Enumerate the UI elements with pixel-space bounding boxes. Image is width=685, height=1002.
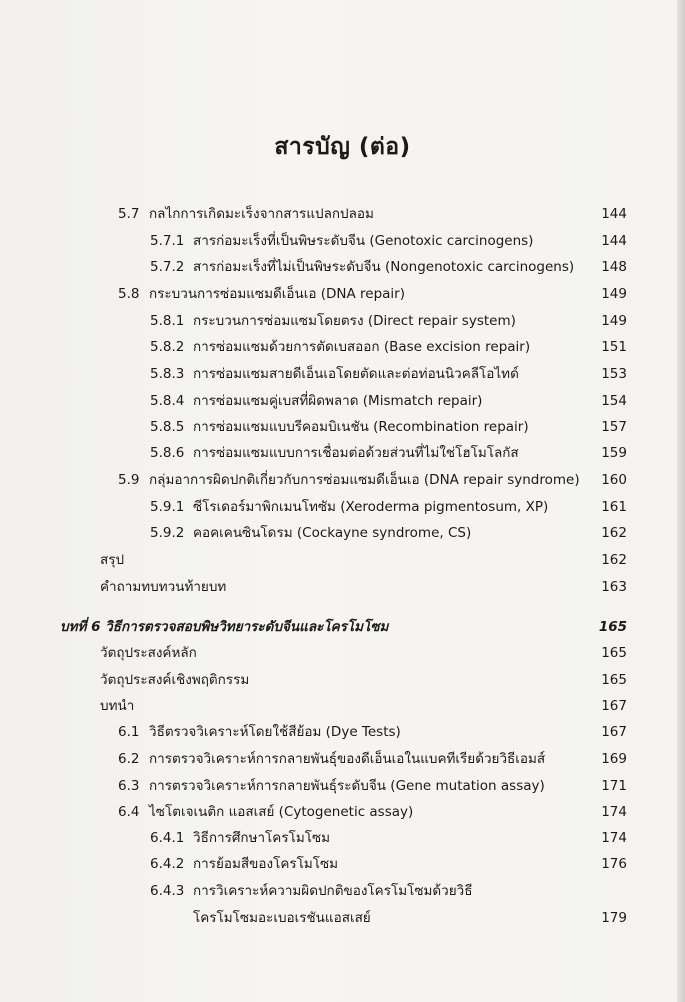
toc-entry-number: 5.9 xyxy=(118,472,140,488)
toc-entry-page: 148 xyxy=(601,259,627,275)
toc-entry-page: 174 xyxy=(601,830,627,846)
toc-entry-label: การย้อมสีของโครโมโซม xyxy=(193,856,339,872)
toc-entry-page: 174 xyxy=(601,804,627,820)
toc-entry-number: 6.2 xyxy=(118,751,140,767)
toc-entry xyxy=(0,720,685,744)
toc-entry-page: 167 xyxy=(601,698,627,714)
toc-entry-continuation xyxy=(0,906,685,930)
toc-entry-number: 6.4.3 xyxy=(150,883,185,899)
toc-entry-number: 6.1 xyxy=(118,724,140,740)
toc-entry-label: กระบวนการซ่อมแซมโดยตรง (Direct repair system) xyxy=(193,313,516,329)
toc-entry-label: คอคเคนซินโดรม (Cockayne syndrome, CS) xyxy=(193,525,472,541)
toc-entry xyxy=(0,255,685,279)
toc-entry-label: วัตถุประสงค์เชิงพฤติกรรม xyxy=(100,672,250,688)
toc-entry-label: วิธีตรวจวิเคราะห์โดยใช้สีย้อม (Dye Tests) xyxy=(149,724,401,740)
toc-entry xyxy=(0,879,685,903)
toc-entry-label: กระบวนการซ่อมแซมดีเอ็นเอ (DNA repair) xyxy=(149,286,405,302)
toc-entry-page: 149 xyxy=(601,313,627,329)
toc-entry-label: การวิเคราะห์ความผิดปกติของโครโมโซมด้วยวิธี xyxy=(193,883,473,899)
toc-entry xyxy=(0,668,685,692)
toc-entry xyxy=(0,521,685,545)
toc-entry-number: 5.8.1 xyxy=(150,313,185,329)
toc-entry-label: บทนำ xyxy=(100,698,135,714)
toc-chapter-entry xyxy=(0,615,685,639)
toc-chapter-label: บทที่ 6 วิธีการตรวจสอบพิษวิทยาระดับจีนและโครโมโซม xyxy=(60,619,389,635)
page-title: สารบัญ (ต่อ) xyxy=(274,134,411,160)
toc-entry-page: 151 xyxy=(601,339,627,355)
toc-entry-label: การซ่อมแซมสายดีเอ็นเอโดยตัดและต่อท่อนนิวคลีโอไทด์ xyxy=(193,366,519,382)
toc-entry-label: การซ่อมแซมแบบการเชื่อมต่อด้วยส่วนที่ไม่ใช่โฮโมโลกัส xyxy=(193,445,519,461)
toc-entry xyxy=(0,335,685,359)
toc-entry xyxy=(0,362,685,386)
toc-entry xyxy=(0,282,685,306)
toc-entry-number: 5.7.2 xyxy=(150,259,185,275)
toc-entry-page: 179 xyxy=(601,910,627,926)
toc-entry-page: 165 xyxy=(601,645,627,661)
toc-entry-page: 154 xyxy=(601,393,627,409)
toc-entry-label: สรุป xyxy=(100,552,125,568)
toc-entry-number: 5.8.2 xyxy=(150,339,185,355)
toc-entry xyxy=(0,774,685,798)
toc-entry xyxy=(0,641,685,665)
toc-entry-label: วิธีการศึกษาโครโมโซม xyxy=(193,830,331,846)
toc-entry-number: 5.9.1 xyxy=(150,499,185,515)
toc-entry-label: คำถามทบทวนท้ายบท xyxy=(100,579,227,595)
toc-entry-number: 5.7.1 xyxy=(150,233,185,249)
toc-entry-page: 159 xyxy=(601,445,627,461)
toc-entry-number: 5.8.3 xyxy=(150,366,185,382)
toc-entry-page: 157 xyxy=(601,419,627,435)
toc-entry-page: 162 xyxy=(601,525,627,541)
toc-entry-label: วัตถุประสงค์หลัก xyxy=(100,645,197,661)
toc-entry-number: 6.3 xyxy=(118,778,140,794)
toc-entry xyxy=(0,309,685,333)
toc-entry-label: สารก่อมะเร็งที่เป็นพิษระดับจีน (Genotoxic carcinogens) xyxy=(193,233,534,249)
toc-entry-page: 149 xyxy=(601,286,627,302)
toc-entry-page: 171 xyxy=(601,778,627,794)
toc-entry-label: การซ่อมแซมด้วยการตัดเบสออก (Base excision repair) xyxy=(193,339,531,355)
toc-entry xyxy=(0,694,685,718)
toc-entry xyxy=(0,415,685,439)
toc-entry-number: 5.8.5 xyxy=(150,419,185,435)
toc-entry-label: โครโมโซมอะเบอเรชันแอสเสย์ xyxy=(193,910,371,926)
toc-entry-label: สารก่อมะเร็งที่ไม่เป็นพิษระดับจีน (Nongenotoxic carcinogens) xyxy=(193,259,575,275)
toc-entry-label: ซีโรเดอร์มาพิกเมนโทซัม (Xeroderma pigmentosum, XP) xyxy=(193,499,549,515)
toc-entry-page: 169 xyxy=(601,751,627,767)
toc-entry-number: 6.4.1 xyxy=(150,830,185,846)
toc-entry-number: 5.7 xyxy=(118,206,140,222)
toc-entry-page: 176 xyxy=(601,856,627,872)
toc-entry xyxy=(0,202,685,226)
toc-entry-page: 165 xyxy=(601,672,627,688)
toc-entry-page: 163 xyxy=(601,579,627,595)
toc-entry xyxy=(0,826,685,850)
toc-entry-label: ไซโตเจเนติก แอสเสย์ (Cytogenetic assay) xyxy=(149,804,414,820)
toc-entry xyxy=(0,575,685,599)
toc-entry-label: กลุ่มอาการผิดปกติเกี่ยวกับการซ่อมแซมดีเอ็นเอ (DNA repair syndrome) xyxy=(149,472,580,488)
toc-entry xyxy=(0,747,685,771)
toc-entry-page: 144 xyxy=(601,233,627,249)
toc-entry-label: การซ่อมแซมแบบรีคอมบิเนชัน (Recombination repair) xyxy=(193,419,529,435)
toc-entry xyxy=(0,229,685,253)
toc-entry xyxy=(0,852,685,876)
toc-entry xyxy=(0,495,685,519)
toc-entry xyxy=(0,800,685,824)
toc-entry-label: การซ่อมแซมคู่เบสที่ผิดพลาด (Mismatch repair) xyxy=(193,393,483,409)
toc-entry-label: การตรวจวิเคราะห์การกลายพันธุ์ระดับจีน (Gene mutation assay) xyxy=(149,778,545,794)
toc-entry xyxy=(0,548,685,572)
toc-entry xyxy=(0,389,685,413)
toc-entry-number: 5.9.2 xyxy=(150,525,185,541)
toc-entry-number: 6.4 xyxy=(118,804,140,820)
toc-entry-number: 5.8.4 xyxy=(150,393,185,409)
toc-entry-number: 6.4.2 xyxy=(150,856,185,872)
toc-entry-page: 160 xyxy=(601,472,627,488)
toc-entry xyxy=(0,468,685,492)
toc-entry-number: 5.8.6 xyxy=(150,445,185,461)
toc-entry-page: 161 xyxy=(601,499,627,515)
toc-entry-page: 162 xyxy=(601,552,627,568)
toc-entry-label: กลไกการเกิดมะเร็งจากสารแปลกปลอม xyxy=(149,206,374,222)
toc-entry-label: การตรวจวิเคราะห์การกลายพันธุ์ของดีเอ็นเอในแบคทีเรียด้วยวิธีเอมส์ xyxy=(149,751,546,767)
toc-entry-page: 167 xyxy=(601,724,627,740)
toc-entry-page: 153 xyxy=(601,366,627,382)
toc-entry xyxy=(0,441,685,465)
toc-entry-number: 5.8 xyxy=(118,286,140,302)
toc-entry-page: 165 xyxy=(598,619,627,635)
toc-entry-page: 144 xyxy=(601,206,627,222)
